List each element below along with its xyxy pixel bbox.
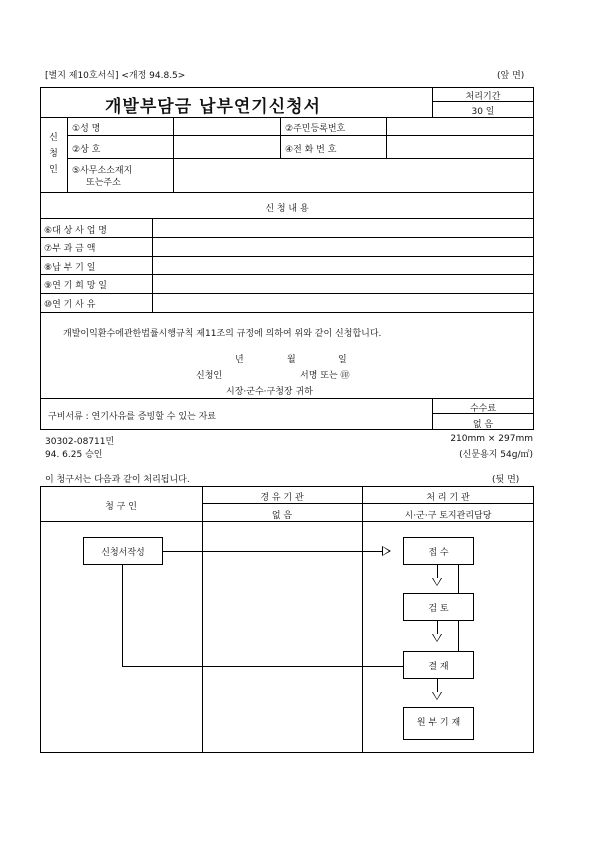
paper-size: 210mm × 297mm (450, 434, 533, 444)
handler-header: 처 리 기 관 (426, 493, 470, 503)
address-label-2: 또는주소 (86, 178, 121, 188)
paper-type: (신문용지 54g/㎡) (459, 450, 533, 460)
due-date-label: ⑧납 부 기 일 (44, 263, 96, 273)
fee-label: 수수료 (469, 404, 497, 414)
trade-name-label: ②상 호 (72, 145, 101, 155)
section-header: 신 청 내 용 (265, 204, 309, 214)
trade-name-field[interactable] (174, 136, 279, 157)
address-label: ⑤사무소소재지 (72, 166, 133, 176)
deferral-reason-field[interactable] (153, 294, 533, 311)
processing-period-label: 처리기간 (465, 92, 501, 102)
signer-label: 신청인 (196, 371, 223, 381)
name-label: ①성 명 (72, 124, 101, 134)
via-agency-value: 없 음 (271, 511, 293, 521)
deferral-date-label: ⑨연 기 희 망 일 (44, 281, 107, 291)
step-receipt: 접 수 (403, 537, 474, 565)
phone-label: ④전 화 번 호 (285, 145, 337, 155)
date-year: 년 (235, 355, 244, 365)
step-ledger-entry: 원 부 기 재 (403, 707, 474, 740)
deferral-date-field[interactable] (153, 275, 533, 292)
required-documents: 구비서류 : 연기사유를 증빙할 수 있는 자료 (48, 412, 216, 422)
front-side-label: (앞 면) (497, 71, 525, 81)
applicant-header: 청 구 인 (105, 502, 137, 512)
approval-date: 94. 6.25 승인 (45, 450, 103, 460)
project-name-field[interactable] (153, 219, 533, 236)
form-reference: [별지 제10호서식] <개정 94.8.5> (45, 71, 186, 81)
applicant-side-label: 신청인 (49, 133, 58, 175)
process-intro: 이 청구서는 다음과 같이 처리됩니다. (45, 475, 190, 485)
charge-amount-field[interactable] (153, 238, 533, 255)
back-side-label: (뒷 면) (492, 475, 520, 485)
form-title: 개발부담금 납부연기신청서 (105, 97, 321, 117)
date-day: 일 (338, 355, 347, 365)
deferral-reason-label: ⑩연 기 사 유 (44, 300, 96, 310)
signature-label: 서명 또는 ㊞ (300, 371, 350, 381)
rrn-label: ②주민등록번호 (285, 124, 346, 134)
address-field[interactable] (174, 159, 533, 191)
step-review: 검 토 (403, 593, 474, 621)
date-month: 월 (287, 355, 296, 365)
step-application: 신청서작성 (83, 537, 163, 565)
form-number: 30302-08711민 (45, 437, 115, 447)
step-approval: 결 재 (403, 651, 474, 679)
via-agency-header: 경 유 기 관 (260, 493, 304, 503)
statement-text: 개발이익환수에관한법률시행규칙 제11조의 규정에 의하여 위와 같이 신청합니다. (63, 329, 382, 339)
addressee: 시장·군수·구청장 귀하 (226, 387, 313, 397)
charge-amount-label: ⑦부 과 금 액 (44, 244, 96, 254)
project-name-label: ⑥대 상 사 업 명 (44, 226, 107, 236)
handler-value: 시·군·구 토지관리담당 (404, 511, 492, 521)
phone-field[interactable] (387, 136, 533, 157)
name-field[interactable] (174, 118, 279, 134)
processing-period-value: 30 일 (471, 107, 495, 117)
due-date-field[interactable] (153, 257, 533, 273)
rrn-field[interactable] (387, 118, 533, 134)
fee-value: 없 음 (472, 420, 494, 430)
